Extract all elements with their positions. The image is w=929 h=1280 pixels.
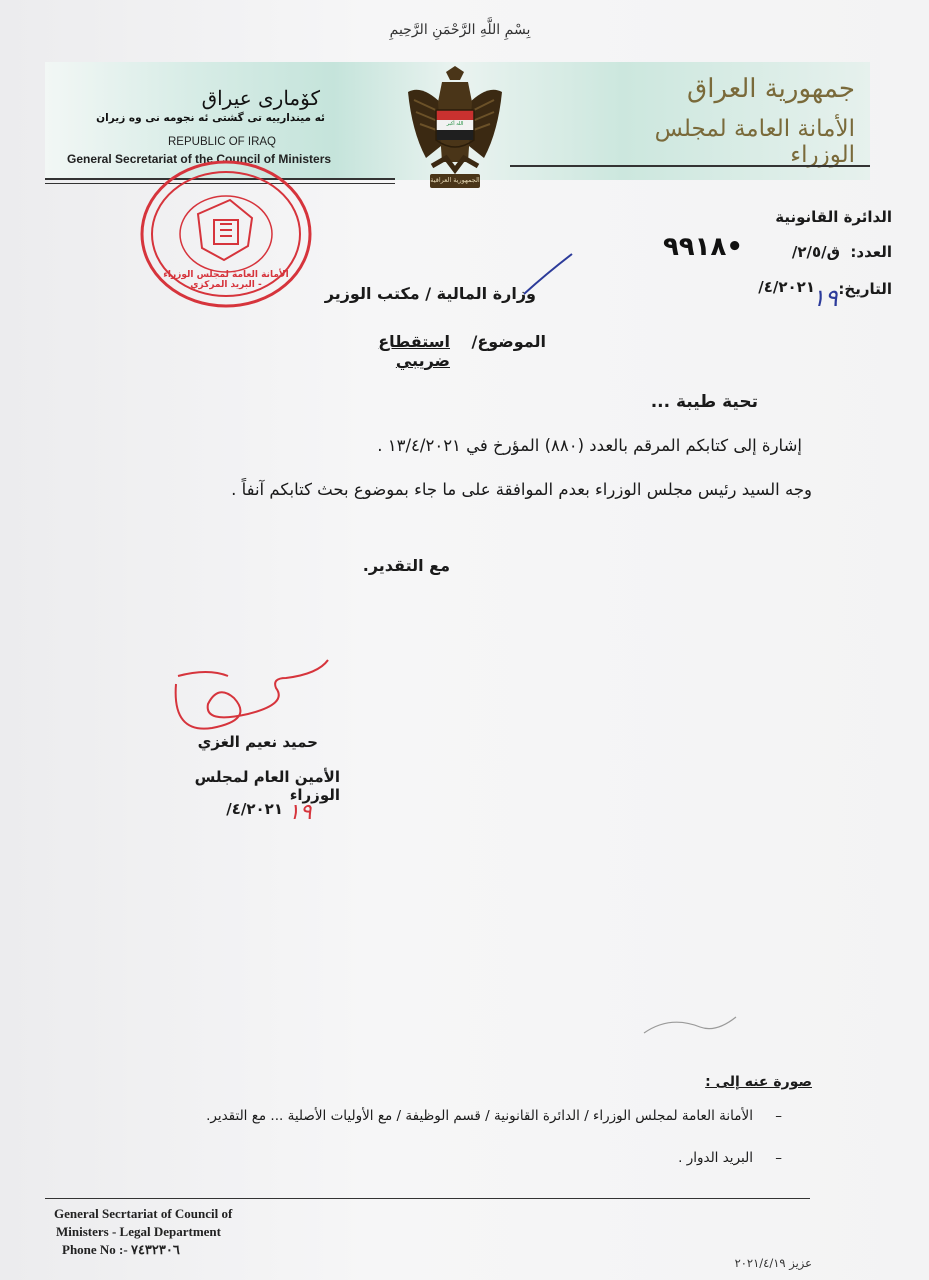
copies-item-text: الأمانة العامة لمجلس الوزراء / الدائرة القانونية / قسم الوظيفة / مع الأوليات الأصلية ... مع التقدير. bbox=[206, 1108, 753, 1124]
signatory-title: الأمين العام لمجلس الوزراء bbox=[194, 768, 340, 804]
emblem-caption: الجمهورية العراقية bbox=[430, 176, 480, 184]
date-label: التاريخ: bbox=[838, 280, 892, 298]
copies-bullet: – bbox=[775, 1150, 782, 1166]
official-stamp bbox=[140, 160, 312, 308]
copies-item-2 bbox=[520, 1150, 782, 1166]
footer-line-2: Ministers - Legal Department bbox=[56, 1224, 221, 1239]
closing: مع التقدير. bbox=[362, 556, 450, 575]
recipient: وزارة المالية / مكتب الوزير bbox=[324, 284, 536, 303]
header-rule-right bbox=[510, 165, 870, 167]
footer-typist: عزيز ٢٠٢١/٤/١٩ bbox=[734, 1256, 812, 1270]
republic-ar: جمهورية العراق bbox=[687, 74, 855, 104]
emblem-motto: الله أكبر bbox=[446, 121, 464, 127]
iraq-emblem bbox=[402, 62, 508, 202]
signatory-date: /٤/٢٠٢١ bbox=[226, 800, 283, 818]
number-handwritten: ٩٩١٨• bbox=[662, 232, 744, 262]
scribble-icon bbox=[640, 1005, 740, 1045]
number-value: ق/٢/٥/ bbox=[791, 243, 840, 261]
signatory-date-handwritten: ١٩ bbox=[288, 800, 312, 825]
date-handwritten: ١٩ bbox=[812, 284, 838, 312]
signatory-name: حميد نعيم الغزي bbox=[197, 733, 318, 751]
footer-line-1: General Secrtariat of Council of bbox=[54, 1206, 233, 1221]
greeting: تحية طيبة ... bbox=[650, 392, 758, 412]
department-label: الدائرة القانونية bbox=[775, 208, 892, 226]
date-value: /٤/٢٠٢١ bbox=[758, 278, 815, 296]
republic-en: REPUBLIC OF IRAQ bbox=[168, 136, 276, 148]
footer-phone: Phone No :- ٧٤٣٢٣٠٦ bbox=[62, 1242, 180, 1257]
secretariat-en: General Secretariat of the Council of Ministers bbox=[67, 152, 332, 166]
copies-label: صورة عنه إلى : bbox=[705, 1074, 812, 1090]
copies-bullet: – bbox=[775, 1108, 782, 1124]
basmala: بِسْمِ اللَّهِ الرَّحْمَنِ الرَّحِيمِ bbox=[389, 22, 531, 38]
subject-value: استقطاع ضريبي bbox=[378, 332, 450, 370]
stamp-text: الأمانة العامة لمجلس الوزراء - البريد المركزي bbox=[163, 270, 289, 290]
copies-item-text: البريد الدوار . bbox=[678, 1150, 753, 1166]
number-label: العدد: bbox=[850, 243, 892, 261]
subject-label: الموضوع/ bbox=[471, 332, 546, 351]
body-paragraph-2: وجه السيد رئيس مجلس الوزراء بعدم الموافقة على ما جاء بموضوع بحث كتابكم آنفاً . bbox=[231, 480, 812, 499]
kurdish-subtitle: ئه میندارییه تی گشتی ئه نجومه نی وه زیران bbox=[96, 112, 325, 124]
footer-rule bbox=[45, 1198, 810, 1199]
body-paragraph-1: إشارة إلى كتابكم المرقم بالعدد (٨٨٠) المؤرخ في ١٣/٤/٢٠٢١ . bbox=[377, 436, 802, 455]
kurdish-title: كۆماری عیراق bbox=[201, 86, 320, 110]
secretariat-ar: الأمانة العامة لمجلس الوزراء bbox=[654, 116, 855, 168]
copies-item-1 bbox=[140, 1108, 782, 1124]
